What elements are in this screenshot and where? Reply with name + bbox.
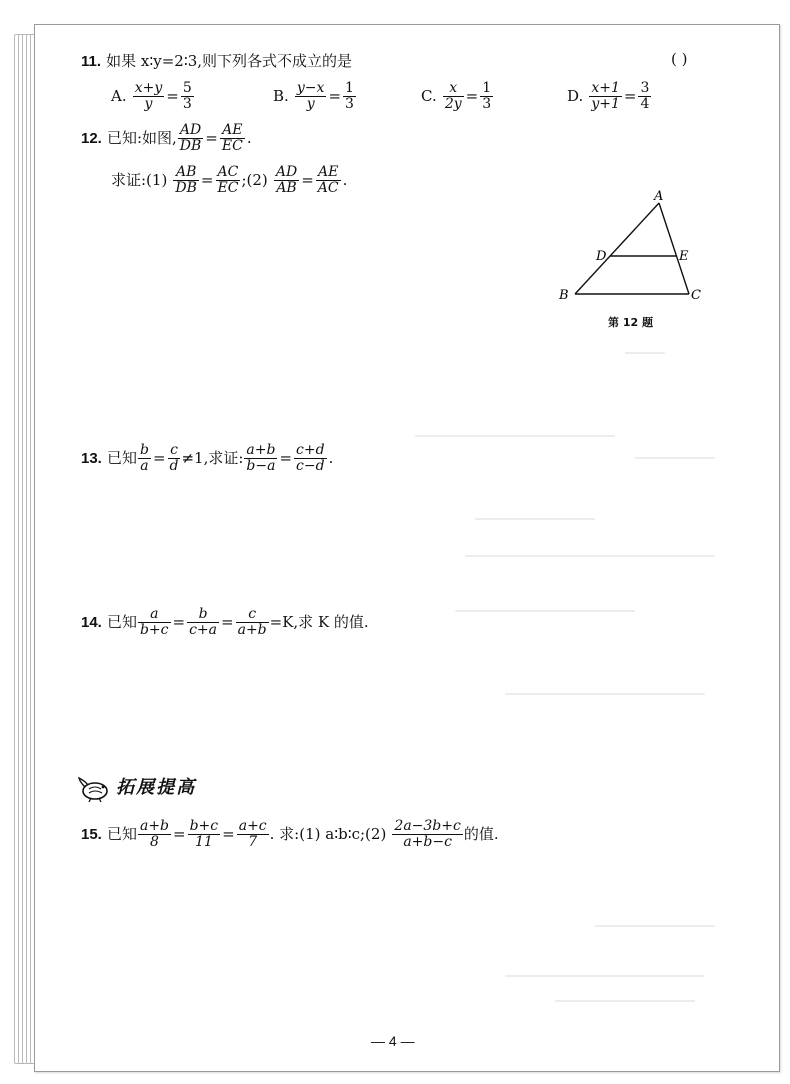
triangle-figure [555, 187, 705, 327]
q11-option-b: B. $\frac{y-x}{y}$ = $\frac{1}{3}$ [273, 80, 354, 112]
side-ab [575, 203, 659, 294]
q14: 14. 已知 $\frac{a}{b+c}$ = $\frac{b}{c+a}$ = $\frac{c}{a+b}$ =K,求 K 的值. [81, 606, 369, 638]
q15: 15. 已知 $\frac{a+b}{8}$ = $\frac{b+c}{11}$ = $\frac{a+c}{7}$ . 求:(1) a∶b∶c;(2) $\frac{2a-3b+c}{a+b-c}$ 的值. [81, 818, 499, 850]
label-c: C [691, 288, 701, 303]
q11-option-c: C. $\frac{x}{2y}$ = $\frac{1}{3}$ [421, 80, 492, 112]
figure-caption: 第 12 题 [608, 316, 653, 329]
section-title: 拓展提高 [116, 777, 197, 798]
label-b: B [559, 288, 569, 303]
q12-number: 12. [81, 130, 102, 147]
q11-option-d: D. $\frac{x+1}{y+1}$ = $\frac{3}{4}$ [567, 80, 650, 112]
workbook-page [34, 24, 780, 1072]
label-d: D [596, 249, 607, 264]
q13: 13. 已知 $\frac{b}{a}$ = $\frac{c}{d}$ ≠1,求证: $\frac{a+b}{b-a}$ = $\frac{c+d}{c-d}$ . [81, 442, 334, 474]
q12-prove: 求证:(1) $\frac{AB}{DB}$ = $\frac{AC}{EC}$ ;(2) $\frac{AD}{AB}$ = $\frac{AE}{AC}$ . [111, 164, 348, 196]
section-header [77, 773, 196, 802]
label-e: E [679, 249, 689, 264]
q15-number: 15. [81, 826, 102, 843]
q11-option-a: A. $\frac{x+y}{y}$ = $\frac{5}{3}$ [111, 80, 192, 112]
q11-answer-bracket: ( ) [671, 50, 688, 68]
label-a: A [654, 189, 664, 204]
q11-stem [81, 50, 352, 71]
q12-given: 12. 已知:如图, $\frac{AD}{DB}$ = $\frac{AE}{EC}$ . [81, 122, 252, 154]
q13-number: 13. [81, 450, 102, 467]
q11-text: 如果 x∶y=2∶3,则下列各式不成立的是 [106, 52, 353, 70]
bird-icon [77, 776, 111, 802]
page-number: — 4 — [371, 1033, 415, 1049]
q14-number: 14. [81, 614, 102, 631]
q11-number: 11. [81, 53, 102, 70]
